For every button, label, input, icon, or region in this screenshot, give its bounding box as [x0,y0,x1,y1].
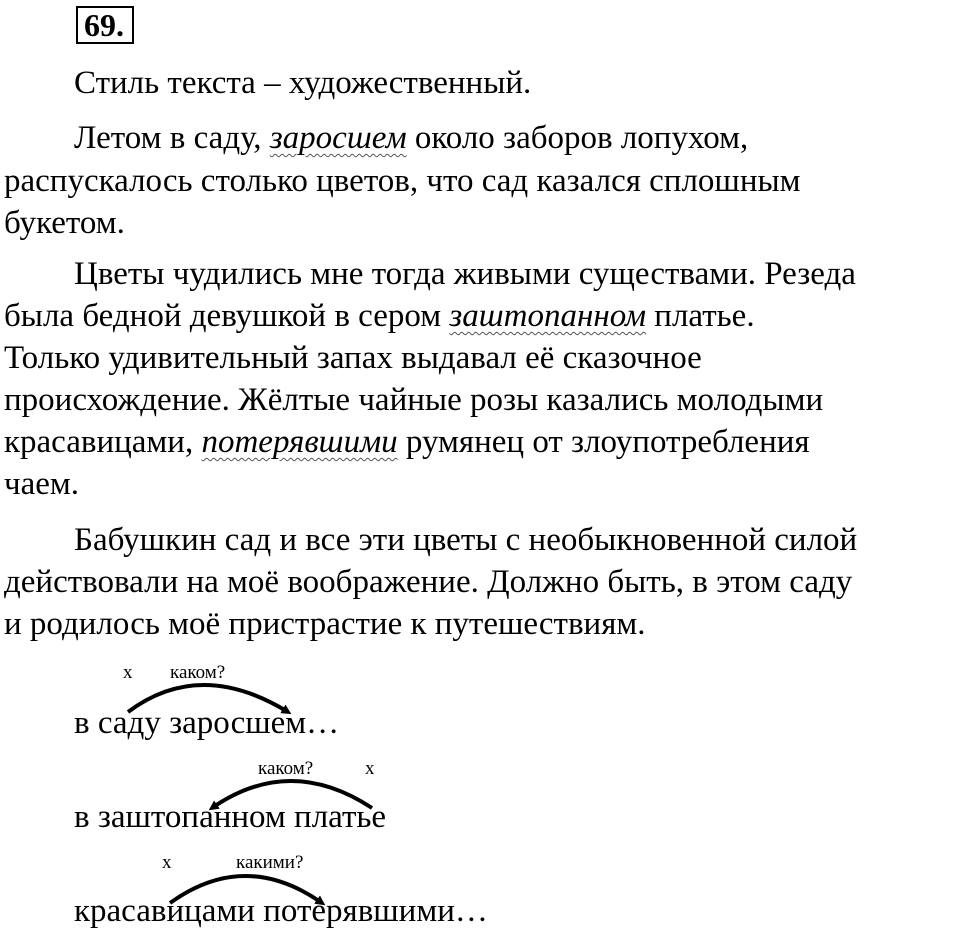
participle-zashtopannom: заштопанном [449,298,647,334]
paragraph1-line2: распускалось столько цветов, что сад казался сплошным [4,163,801,199]
diagram1-phrase: в саду заросшем… [74,705,340,741]
paragraph2-line4: происхождение. Жёлтые чайные розы казались молодыми [4,382,824,418]
paragraph2-line3: Только удивительный запах выдавал её сказочное [4,340,702,376]
paragraph1-line3: букетом. [4,205,125,241]
paragraph2-line1: Цветы чудились мне тогда живыми существами. Резеда [74,256,856,292]
diagram1-main-mark: х [123,662,133,683]
text-style-line: Стиль текста – художественный. [74,65,532,101]
diagram2-question: каком? [258,758,314,779]
paragraph2-line5: красавицами, потерявшими румянец от злоупотребления [4,424,810,460]
paragraph2-line2: была бедной девушкой в сером заштопанном платье. [4,298,755,334]
participle-zarosshem: заросшем [269,120,407,156]
diagram3-main-mark: х [162,852,172,873]
diagram2-main-mark: х [365,758,375,779]
paragraph3-line2: действовали на моё воображение. Должно быть, в этом саду [4,564,853,600]
participle-poteryavshimi: потерявшими [201,424,398,460]
diagram2-phrase: в заштопанном платье [74,799,387,835]
exercise-number: 69. [76,6,134,44]
paragraph3-line3: и родилось моё пристрастие к путешествиям. [4,606,646,642]
paragraph1-line1: Летом в саду, заросшем около заборов лопухом, [74,120,749,156]
diagram3-phrase: красавицами потерявшими… [74,893,488,929]
paragraph2-line6: чаем. [4,466,80,502]
diagram1-question: каком? [170,662,226,683]
diagram3-question: какими? [236,852,304,873]
paragraph3-line1: Бабушкин сад и все эти цветы с необыкновенной силой [74,522,858,558]
